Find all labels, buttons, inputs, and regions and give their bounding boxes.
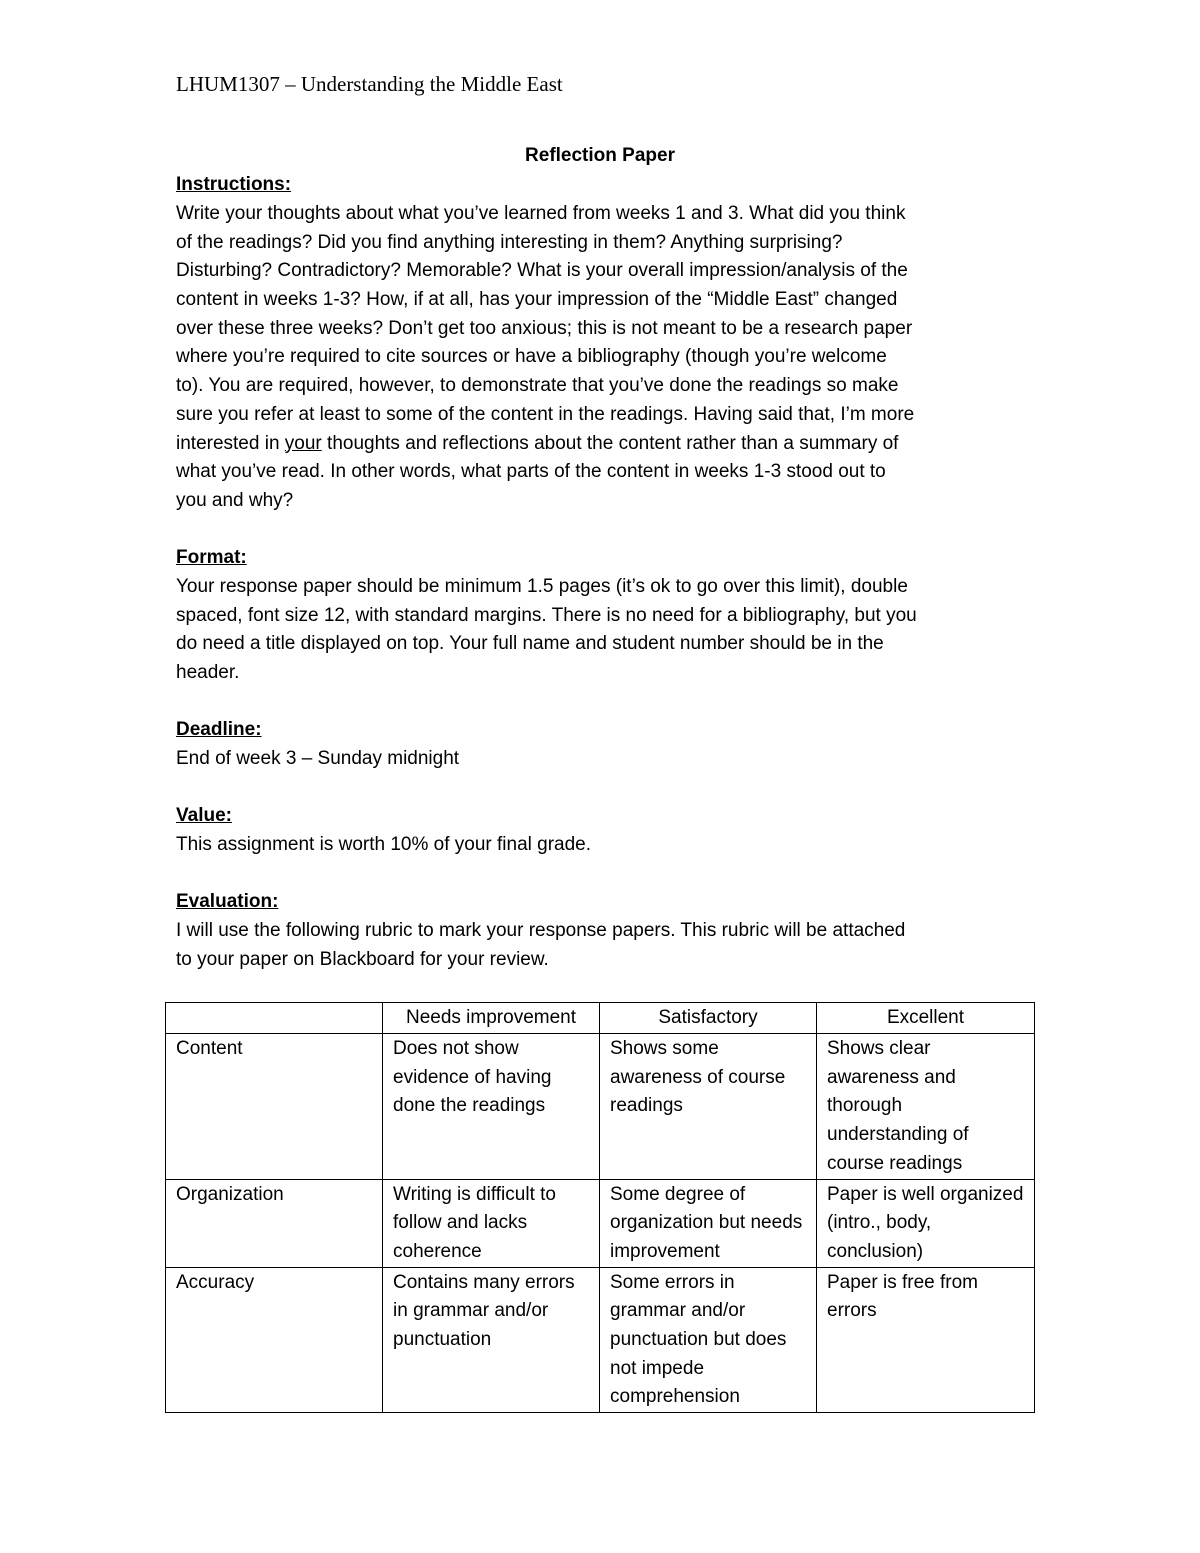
instructions-text: interested in (176, 432, 285, 454)
format-paragraph (176, 573, 1026, 688)
rubric-cell: Some degree of organization but needs improvement (600, 1179, 817, 1267)
value-heading: Value: (176, 805, 232, 826)
rubric-cell: Paper is free from errors (817, 1267, 1035, 1413)
rubric-criterion: Accuracy (166, 1267, 383, 1413)
instructions-line: what you’ve read. In other words, what parts of the content in weeks 1-3 stood out to (176, 461, 886, 483)
rubric-table (165, 1002, 1035, 1413)
value-paragraph (176, 831, 1026, 860)
rubric-cell: Some errors in grammar and/or punctuation but does not impede comprehension (600, 1267, 817, 1413)
deadline-text: End of week 3 – Sunday midnight (176, 748, 460, 769)
table-row (166, 1034, 1035, 1180)
instructions-text: thoughts and reflections about the content rather than a summary of (321, 432, 899, 454)
instructions-line (176, 430, 1026, 459)
page-title: Reflection Paper (525, 145, 675, 166)
rubric-header-cell: Satisfactory (600, 1003, 817, 1034)
evaluation-paragraph (176, 917, 1026, 974)
instructions-paragraph (176, 200, 1026, 516)
format-line: header. (176, 662, 240, 684)
rubric-cell: Writing is difficult to follow and lacks coherence (383, 1179, 600, 1267)
rubric-header-row (166, 1003, 1035, 1034)
instructions-line: where you’re required to cite sources or have a bibliography (though you’re welcome (176, 346, 887, 368)
rubric-header-cell: Needs improvement (383, 1003, 600, 1034)
rubric-header-cell (166, 1003, 383, 1034)
instructions-line: to). You are required, however, to demonstrate that you’ve done the readings so make (176, 375, 899, 397)
rubric-criterion: Organization (166, 1179, 383, 1267)
course-header: LHUM1307 – Understanding the Middle East (176, 72, 563, 96)
instructions-line: content in weeks 1-3? How, if at all, has your impression of the “Middle East” changed (176, 289, 898, 311)
rubric-cell: Paper is well organized (intro., body, conclusion) (817, 1179, 1035, 1267)
instructions-line: Write your thoughts about what you’ve learned from weeks 1 and 3. What did you think (176, 203, 906, 224)
table-row (166, 1179, 1035, 1267)
instructions-line: over these three weeks? Don’t get too anxious; this is not meant to be a research paper (176, 317, 913, 339)
instructions-heading: Instructions: (176, 174, 292, 195)
deadline-paragraph (176, 745, 1026, 774)
rubric-cell: Does not show evidence of having done the readings (383, 1034, 600, 1180)
rubric-cell: Contains many errors in grammar and/or punctuation (383, 1267, 600, 1413)
instructions-line: of the readings? Did you find anything interesting in them? Anything surprising? (176, 231, 843, 253)
rubric-cell: Shows clear awareness and thorough understanding of course readings (817, 1034, 1035, 1180)
evaluation-line: to your paper on Blackboard for your review. (176, 948, 549, 970)
format-line: spaced, font size 12, with standard margins. There is no need for a bibliography, but you (176, 604, 917, 626)
rubric-cell: Shows some awareness of course readings (600, 1034, 817, 1180)
format-heading: Format: (176, 547, 247, 568)
deadline-heading: Deadline: (176, 719, 262, 740)
format-line: Your response paper should be minimum 1.5 pages (it’s ok to go over this limit), double (176, 576, 908, 597)
rubric-criterion: Content (166, 1034, 383, 1180)
table-row (166, 1267, 1035, 1413)
evaluation-line: I will use the following rubric to mark your response papers. This rubric will be attached (176, 920, 906, 941)
instructions-line: you and why? (176, 489, 294, 511)
rubric-header-cell: Excellent (817, 1003, 1035, 1034)
instructions-line: sure you refer at least to some of the content in the readings. Having said that, I’m more (176, 403, 915, 425)
format-line: do need a title displayed on top. Your full name and student number should be in the (176, 633, 884, 655)
value-text: This assignment is worth 10% of your final grade. (176, 834, 592, 855)
instructions-line: Disturbing? Contradictory? Memorable? What is your overall impression/analysis of the (176, 260, 908, 282)
emphasis-your: your (284, 432, 322, 454)
evaluation-heading: Evaluation: (176, 891, 279, 912)
